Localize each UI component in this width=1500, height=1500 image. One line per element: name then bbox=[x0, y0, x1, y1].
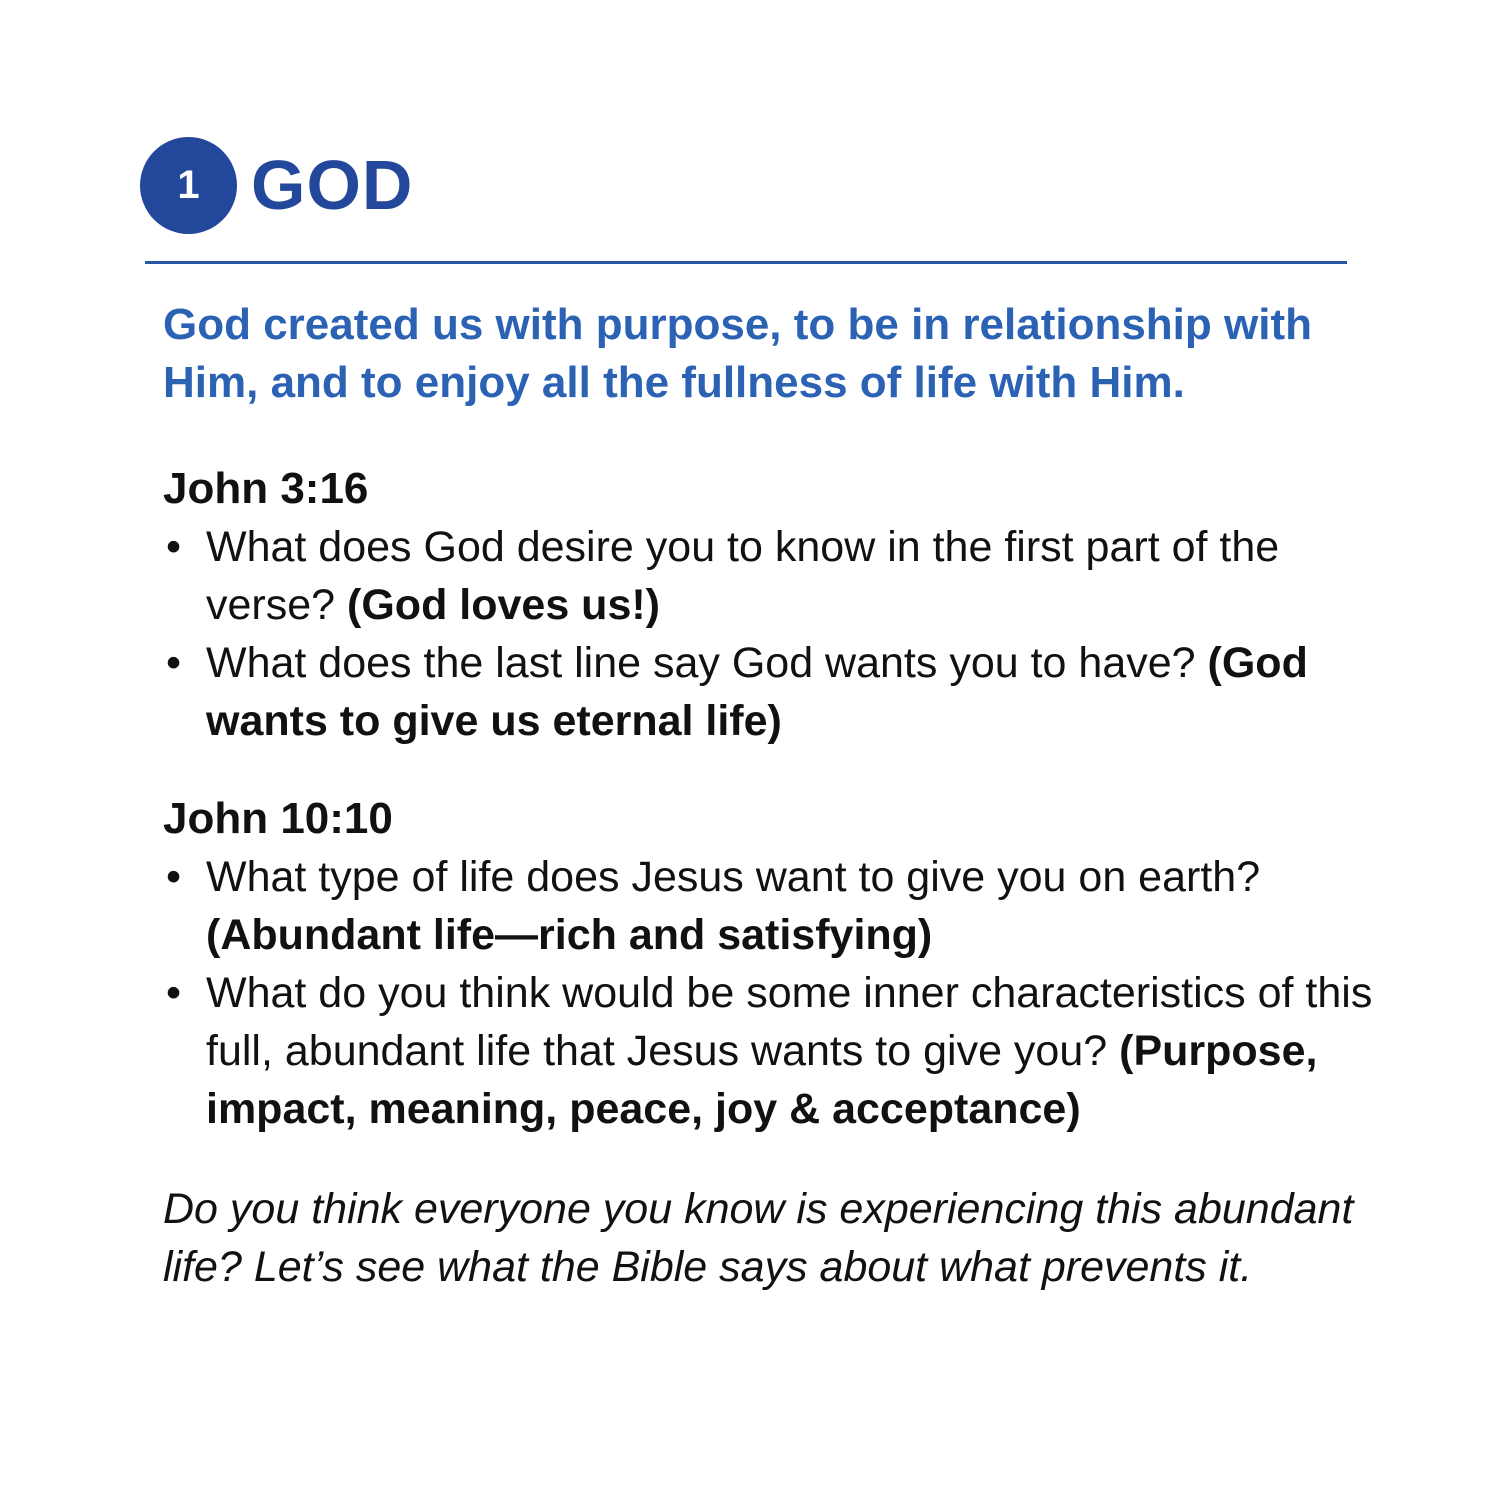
step-number-badge: 1 bbox=[140, 137, 237, 234]
verse-reference: John 10:10 bbox=[163, 794, 393, 843]
question-item bbox=[163, 634, 1378, 750]
main-content bbox=[163, 296, 1378, 1296]
question-list bbox=[163, 848, 1378, 1138]
answer-text: (God loves us!) bbox=[347, 581, 660, 629]
verse-block-john-3-16 bbox=[163, 460, 1378, 750]
verse-reference: John 3:16 bbox=[163, 464, 369, 513]
question-item bbox=[163, 964, 1378, 1138]
closing-question: Do you think everyone you know is experiencing this abundant life? Let’s see what the Bible says about what prevents it. bbox=[163, 1185, 1354, 1291]
answer-text: (Abundant life—rich and satisfying) bbox=[206, 911, 933, 959]
question-text: What does the last line say God wants you to have? bbox=[206, 639, 1196, 687]
question-text: What type of life does Jesus want to give you on earth? bbox=[206, 853, 1261, 901]
verse-block-john-10-10 bbox=[163, 790, 1378, 1138]
header-divider bbox=[145, 261, 1347, 264]
section-header bbox=[140, 136, 413, 234]
question-text: What do you think would be some inner characteristics of this full, abundant life that Jesus wants to give you? bbox=[206, 969, 1373, 1075]
bullet-icon: • bbox=[166, 639, 182, 687]
section-title: GOD bbox=[251, 146, 414, 224]
question-list bbox=[163, 518, 1378, 750]
answer-text: (Purpose, impact, meaning, peace, joy & acceptance) bbox=[206, 1027, 1318, 1133]
bullet-icon: • bbox=[166, 523, 182, 571]
question-text: What does God desire you to know in the first part of the verse? bbox=[206, 523, 1280, 629]
bullet-icon: • bbox=[166, 969, 182, 1017]
question-item bbox=[163, 518, 1378, 634]
lead-statement: God created us with purpose, to be in relationship with Him, and to enjoy all the fullness of life with Him. bbox=[163, 300, 1312, 407]
question-item bbox=[163, 848, 1378, 964]
bullet-icon: • bbox=[166, 853, 182, 901]
answer-text: (God wants to give us eternal life) bbox=[206, 639, 1308, 745]
